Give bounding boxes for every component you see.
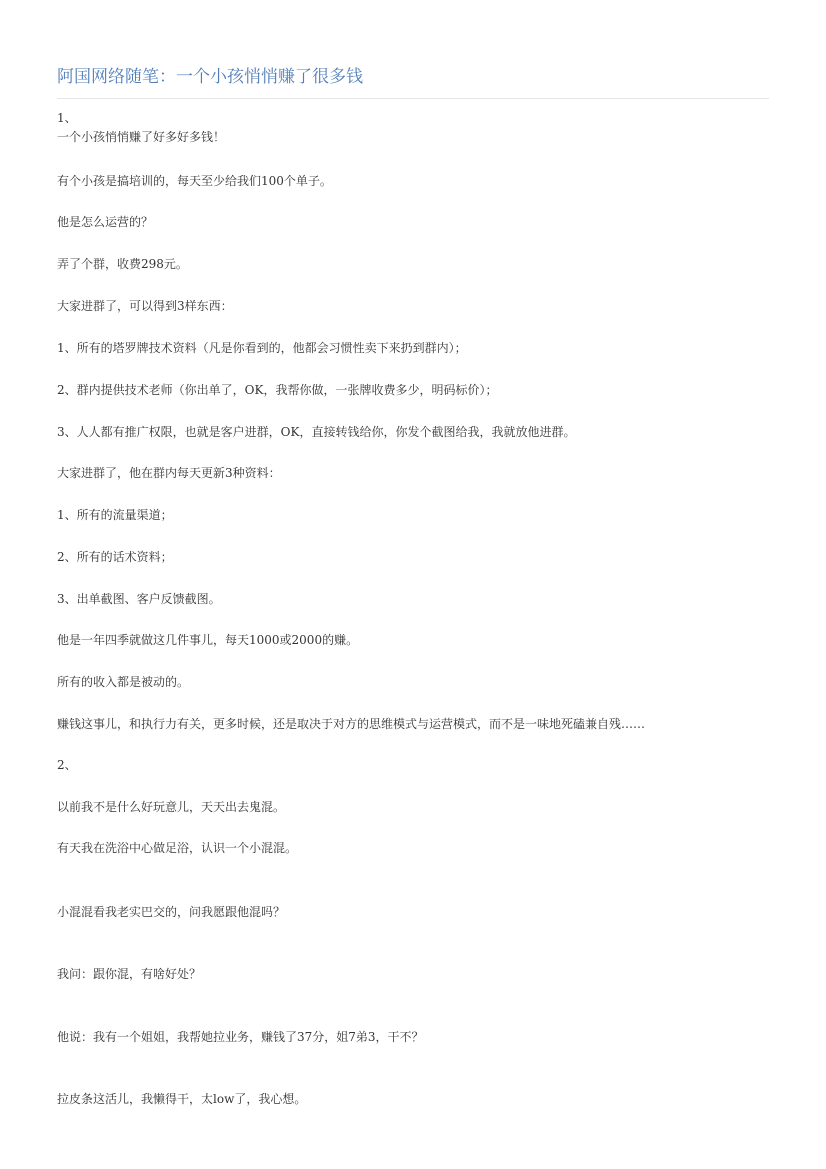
paragraph: 小混混看我老实巴交的，问我愿跟他混吗？	[57, 905, 286, 919]
paragraph: 有个小孩是搞培训的，每天至少给我们100个单子。	[57, 174, 332, 188]
article-title: 阿国网络随笔：一个小孩悄悄赚了很多钱	[57, 67, 363, 87]
paragraph: 2、所有的话术资料；	[57, 550, 173, 564]
paragraph: 2、群内提供技术老师（你出单了，OK，我帮你做，一张牌收费多少，明码标价）；	[57, 383, 498, 397]
paragraph: 1、所有的塔罗牌技术资料（凡是你看到的，他都会习惯性卖下来扔到群内）；	[57, 341, 467, 355]
paragraph: 1、所有的流量渠道；	[57, 508, 173, 522]
paragraph: 大家进群了，他在群内每天更新3种资料：	[57, 466, 281, 480]
paragraph: 以前我不是什么好玩意儿，天天出去鬼混。	[57, 800, 286, 814]
paragraph: 赚钱这事儿，和执行力有关，更多时候，还是取决于对方的思维模式与运营模式，而不是一味地死磕兼自残……	[57, 717, 646, 731]
paragraph: 弄了个群，收费298元。	[57, 257, 188, 271]
paragraph-section-2-marker: 2、	[57, 758, 77, 772]
paragraph: 所有的收入都是被动的。	[57, 675, 190, 689]
paragraph: 一个小孩悄悄赚了好多好多钱！	[57, 130, 226, 144]
paragraph: 拉皮条这活儿，我懒得干，太low了，我心想。	[57, 1092, 307, 1106]
paragraph: 他说：我有一个姐姐，我帮她拉业务，赚钱了37分，姐7弟3，干不？	[57, 1030, 424, 1044]
paragraph: 大家进群了，可以得到3样东西：	[57, 299, 233, 313]
paragraph: 3、出单截图、客户反馈截图。	[57, 592, 221, 606]
paragraph: 3、人人都有推广权限，也就是客户进群，OK，直接转钱给你，你发个截图给我，我就放他进群。	[57, 425, 576, 439]
paragraph: 他是一年四季就做这几件事儿，每天1000或2000的赚。	[57, 633, 359, 647]
paragraph: 有天我在洗浴中心做足浴，认识一个小混混。	[57, 841, 298, 855]
paragraph: 我问：跟你混，有啥好处？	[57, 967, 202, 981]
paragraph-section-1-marker: 1、	[57, 111, 77, 125]
paragraph: 他是怎么运营的？	[57, 215, 154, 229]
title-divider	[57, 98, 769, 99]
